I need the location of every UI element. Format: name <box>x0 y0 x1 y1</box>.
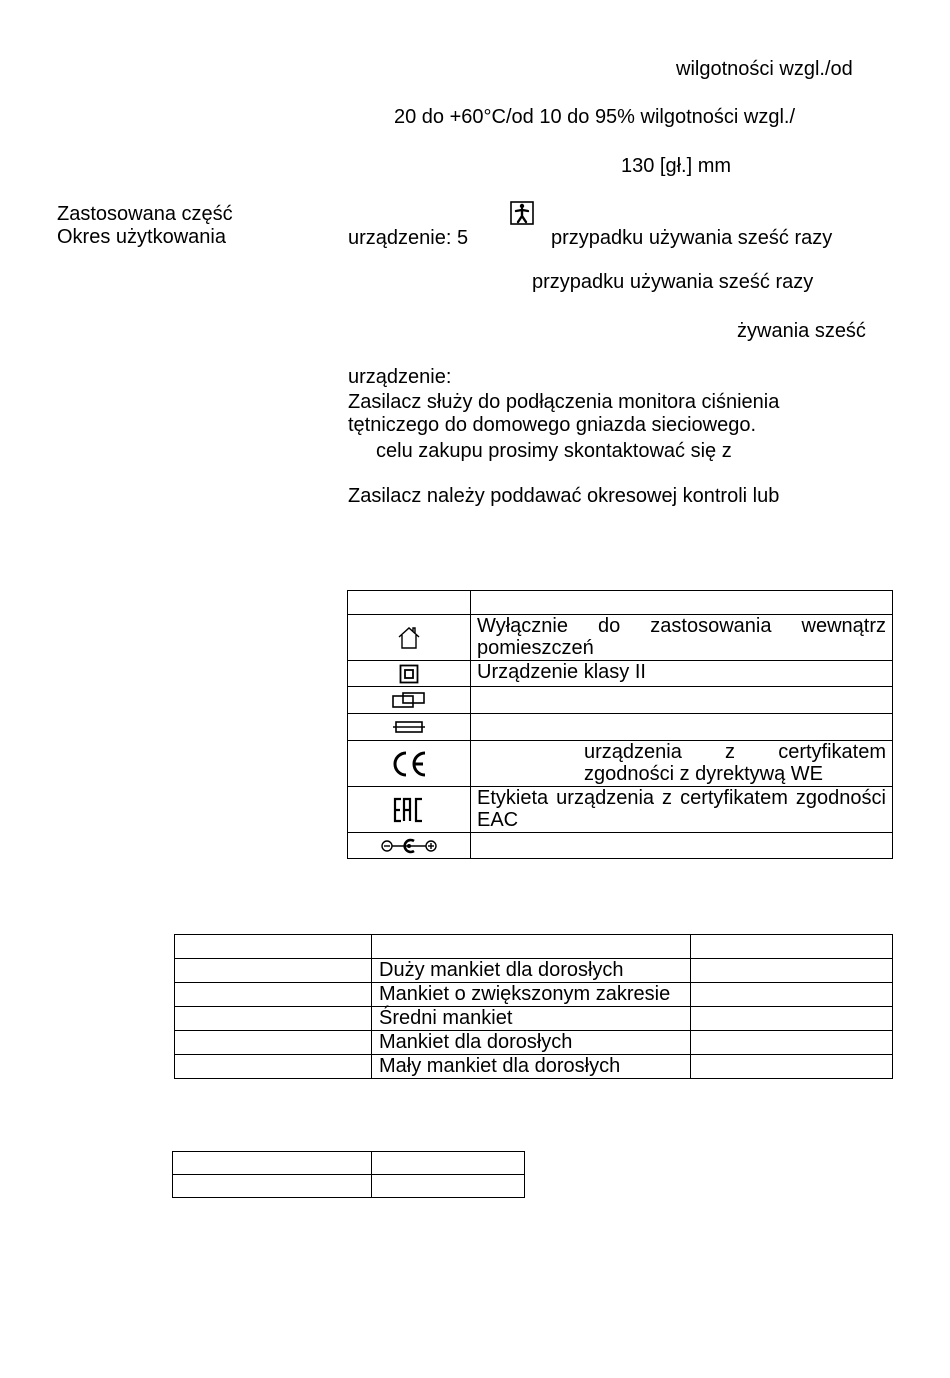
symbols-header-row <box>348 591 893 615</box>
dimensions-depth: 130 [gł.] mm <box>621 155 732 177</box>
cuff-name: Mały mankiet dla dorosłych <box>372 1055 691 1079</box>
empty-table <box>172 1151 525 1198</box>
adapter-heading: urządzenie: <box>348 366 452 388</box>
storage-range: 20 do +60°C/od 10 do 95% wilgotności wzgl./ <box>394 106 796 128</box>
service-life-cuff: przypadku używania sześć razy <box>532 271 814 293</box>
table-row <box>348 741 893 787</box>
fuse-icon <box>348 714 471 741</box>
service-life-fragment: żywania sześć <box>737 320 866 342</box>
service-life-device: urządzenie: 5 <box>348 227 469 249</box>
table-row <box>348 833 893 859</box>
symbol-description <box>471 741 893 787</box>
adapter-para2: Zasilacz należy poddawać okresowej kontroli lub <box>348 485 780 507</box>
cuffs-table <box>174 934 893 1079</box>
table-row <box>173 1152 525 1175</box>
table-row <box>175 959 893 983</box>
table-row <box>175 1055 893 1079</box>
symbol-description: Wyłącznie do zastosowania wewnątrz pomieszczeń <box>471 615 893 661</box>
cuff-name: Mankiet o zwiększonym zakresie <box>372 983 691 1007</box>
applied-part-label: Zastosowana część <box>57 203 233 225</box>
table-row <box>175 1007 893 1031</box>
symbols-table <box>347 590 893 859</box>
cuff-name: Średni mankiet <box>372 1007 691 1031</box>
polarity-icon <box>348 833 471 859</box>
cuff-name: Mankiet dla dorosłych <box>372 1031 691 1055</box>
symbol-description <box>471 687 893 714</box>
house-icon <box>348 615 471 661</box>
adapter-para1-line1: Zasilacz służy do podłączenia monitora ciśnienia <box>348 391 780 413</box>
eac-mark-icon <box>348 787 471 833</box>
class-ii-icon <box>348 661 471 687</box>
table-row <box>173 1175 525 1198</box>
table-row <box>175 1031 893 1055</box>
cuffs-header-row <box>175 935 893 959</box>
service-life-suffix: przypadku używania sześć razy <box>551 227 833 249</box>
symbol-description: Etykieta urządzenia z certyfikatem zgodności EAC <box>471 787 893 833</box>
cuff-name: Duży mankiet dla dorosłych <box>372 959 691 983</box>
type-bf-applied-part-icon <box>510 201 534 225</box>
humidity-fragment: wilgotności wzgl./od <box>676 58 853 80</box>
adapter-para1-line3: celu zakupu prosimy skontaktować się z <box>376 440 732 462</box>
adapter-para1-line2: tętniczego do domowego gniazda sieciowego. <box>348 414 757 436</box>
table-row <box>348 615 893 661</box>
table-row <box>348 687 893 714</box>
symbol-description: Urządzenie klasy II <box>471 661 893 687</box>
symbol-description <box>471 833 893 859</box>
symbol-description <box>471 714 893 741</box>
table-row <box>348 787 893 833</box>
ce-mark-icon <box>348 741 471 787</box>
table-row <box>175 983 893 1007</box>
ce-description: urządzenia z certyfikatem zgodności z dyrektywą WE <box>584 741 886 785</box>
service-life-label: Okres użytkowania <box>57 226 226 248</box>
table-row <box>348 661 893 687</box>
table-row <box>348 714 893 741</box>
transformer-icon <box>348 687 471 714</box>
